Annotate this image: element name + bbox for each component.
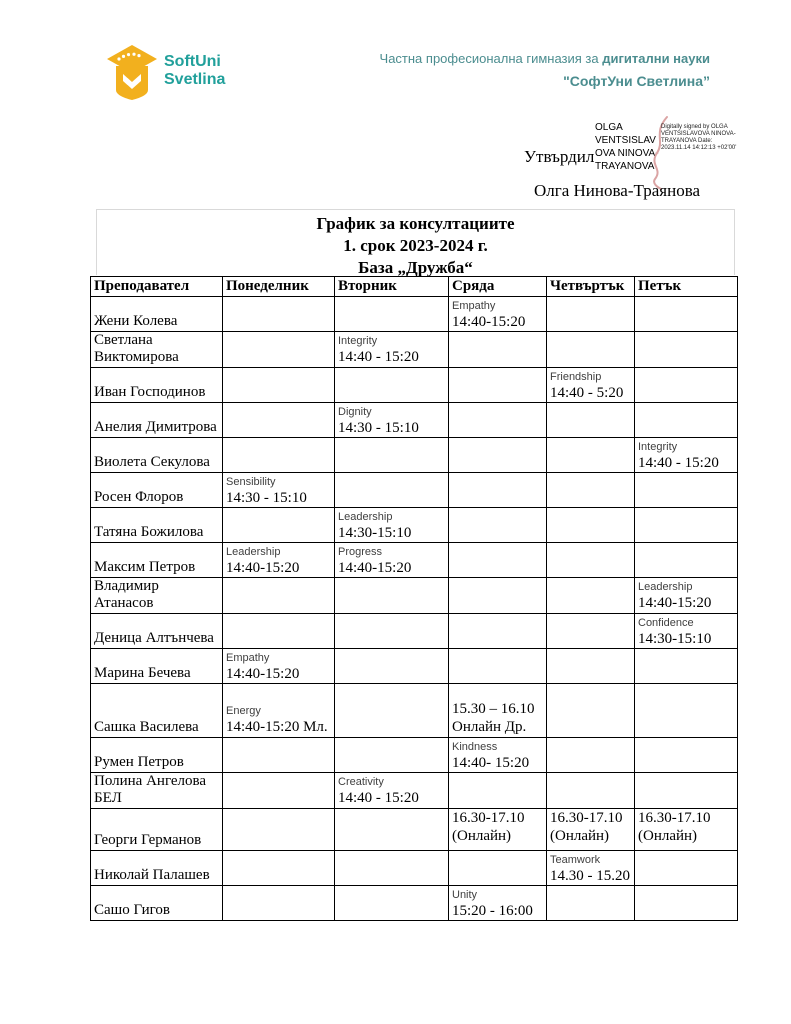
schedule-cell <box>635 738 738 773</box>
time-slot: (Онлайн) <box>452 828 512 844</box>
time-slot: 14.30 - 15.20 <box>550 868 630 884</box>
time-slot: 14:30 - 15:10 <box>226 490 307 506</box>
schedule-cell <box>449 403 547 438</box>
schedule-title-line3: База „Дружба“ <box>358 258 473 277</box>
time-slot: 14:30 - 15:10 <box>338 420 419 436</box>
approval-label: Утвърдил <box>524 147 595 166</box>
schedule-cell <box>547 851 635 886</box>
school-header-line1-normal: Частна професионална гимназия за <box>379 51 603 66</box>
table-row <box>91 297 738 332</box>
teacher-name: Максим Петров <box>91 543 223 578</box>
schedule-cell <box>449 332 547 368</box>
schedule-cell <box>335 438 449 473</box>
subject-label: Dignity <box>338 406 372 418</box>
schedule-cell <box>635 809 738 851</box>
subject-label: Kindness <box>452 741 498 753</box>
time-slot: 14:40 - 5:20 <box>550 385 624 401</box>
teacher-name: Татяна Божилова <box>91 508 223 543</box>
table-row <box>91 403 738 438</box>
table-row <box>91 368 738 403</box>
schedule-cell <box>223 649 335 684</box>
subject-label: Empathy <box>226 652 270 664</box>
teacher-name: Деница Алтънчева <box>91 614 223 649</box>
schedule-cell <box>223 332 335 368</box>
time-slot: 14:40-15:20 <box>226 560 300 576</box>
schedule-title-line2: 1. срок 2023-2024 г. <box>343 236 488 255</box>
subject-label: Leadership <box>338 511 393 523</box>
schedule-cell <box>449 851 547 886</box>
schedule-cell <box>449 543 547 578</box>
subject-label: Unity <box>452 889 478 901</box>
schedule-cell <box>547 614 635 649</box>
column-header-wednesday: Сряда <box>449 277 547 297</box>
schedule-cell <box>449 368 547 403</box>
time-slot: 16.30-17.10 <box>638 810 711 826</box>
schedule-cell <box>547 332 635 368</box>
schedule-cell <box>635 508 738 543</box>
schedule-cell <box>223 684 335 738</box>
schedule-cell <box>223 614 335 649</box>
column-header-thursday: Четвъртък <box>547 277 635 297</box>
schedule-cell <box>449 738 547 773</box>
schedule-cell <box>449 886 547 921</box>
school-header-line2: "СофтУни Светлина” <box>563 73 710 89</box>
schedule-cell <box>635 614 738 649</box>
schedule-cell <box>335 297 449 332</box>
schedule-cell <box>635 473 738 508</box>
time-slot: 14:40- 15:20 <box>452 755 530 771</box>
column-header-teacher: Преподавател <box>91 277 223 297</box>
schedule-cell <box>635 403 738 438</box>
table-row <box>91 543 738 578</box>
consultation-schedule-table <box>90 276 738 921</box>
schedule-cell <box>635 578 738 614</box>
column-header-tuesday: Вторник <box>335 277 449 297</box>
table-row <box>91 809 738 851</box>
teacher-name: Виолета Секулова <box>91 438 223 473</box>
subject-label: Integrity <box>338 335 378 347</box>
teacher-name: Жени Колева <box>91 297 223 332</box>
schedule-cell <box>635 851 738 886</box>
schedule-cell <box>335 508 449 543</box>
softuni-svetlina-logo-icon <box>106 44 158 102</box>
table-row <box>91 438 738 473</box>
table-row <box>91 473 738 508</box>
time-slot: 14:40-15:20 <box>338 560 412 576</box>
subject-label: Leadership <box>638 581 693 593</box>
schedule-cell <box>547 297 635 332</box>
table-row <box>91 851 738 886</box>
table-row <box>91 578 738 614</box>
schedule-cell <box>635 886 738 921</box>
time-slot: 14:40-15:20 <box>638 595 712 611</box>
time-slot: 14:30-15:10 <box>638 631 712 647</box>
schedule-cell <box>547 809 635 851</box>
schedule-cell <box>223 508 335 543</box>
table-row <box>91 773 738 809</box>
schedule-cell <box>223 403 335 438</box>
schedule-cell <box>547 578 635 614</box>
schedule-cell <box>635 773 738 809</box>
time-slot: 14:40-15:20 Мл. <box>226 719 328 735</box>
table-row <box>91 684 738 738</box>
teacher-name: Росен Флоров <box>91 473 223 508</box>
schedule-cell <box>635 297 738 332</box>
schedule-cell <box>547 649 635 684</box>
schedule-cell <box>547 773 635 809</box>
schedule-cell <box>635 438 738 473</box>
column-header-monday: Понеделник <box>223 277 335 297</box>
schedule-cell <box>335 578 449 614</box>
time-slot: (Онлайн) <box>638 828 698 844</box>
schedule-cell <box>223 578 335 614</box>
time-slot: 14:30-15:10 <box>338 525 412 541</box>
signer-name: Олга Нинова-Траянова <box>534 181 701 200</box>
schedule-cell <box>635 543 738 578</box>
subject-label: Progress <box>338 546 383 558</box>
subject-label: Confidence <box>638 617 694 629</box>
table-row <box>91 614 738 649</box>
teacher-name: Николай Палашев <box>91 851 223 886</box>
time-slot: 15.30 – 16.10 <box>452 701 535 717</box>
schedule-cell <box>335 738 449 773</box>
schedule-cell <box>223 473 335 508</box>
table-row <box>91 738 738 773</box>
teacher-name: Сашо Гигов <box>91 886 223 921</box>
teacher-name: Полина Ангелова БЕЛ <box>91 773 223 809</box>
schedule-cell <box>547 508 635 543</box>
table-row <box>91 886 738 921</box>
schedule-cell <box>547 543 635 578</box>
schedule-cell <box>449 578 547 614</box>
teacher-name: Анелия Димитрова <box>91 403 223 438</box>
schedule-cell <box>547 738 635 773</box>
school-header <box>380 47 710 93</box>
schedule-cell <box>223 738 335 773</box>
time-slot: 16.30-17.10 <box>550 810 623 826</box>
time-slot: 14:40 - 15:20 <box>338 349 419 365</box>
schedule-cell <box>449 508 547 543</box>
teacher-name: Владимир Атанасов <box>91 578 223 614</box>
subject-label: Teamwork <box>550 854 601 866</box>
schedule-cell <box>223 809 335 851</box>
schedule-cell <box>335 543 449 578</box>
schedule-cell <box>449 809 547 851</box>
teacher-name: Марина Бечева <box>91 649 223 684</box>
subject-label: Leadership <box>226 546 281 558</box>
schedule-cell <box>335 851 449 886</box>
schedule-cell <box>547 403 635 438</box>
schedule-cell <box>335 809 449 851</box>
teacher-name: Георги Германов <box>91 809 223 851</box>
schedule-cell <box>223 368 335 403</box>
subject-label: Friendship <box>550 371 602 383</box>
schedule-cell <box>335 332 449 368</box>
schedule-cell <box>449 773 547 809</box>
subject-label: Sensibility <box>226 476 276 488</box>
schedule-cell <box>335 886 449 921</box>
time-slot: Онлайн Др. <box>452 719 527 735</box>
schedule-cell <box>449 684 547 738</box>
column-header-friday: Петък <box>635 277 738 297</box>
time-slot: 14:40-15:20 <box>226 666 300 682</box>
schedule-cell <box>449 649 547 684</box>
schedule-cell <box>335 368 449 403</box>
time-slot: 14:40 - 15:20 <box>338 790 419 806</box>
schedule-cell <box>335 473 449 508</box>
schedule-cell <box>547 368 635 403</box>
schedule-cell <box>449 473 547 508</box>
time-slot: 14:40 - 15:20 <box>638 455 719 471</box>
brand-line2: Svetlina <box>164 71 226 88</box>
schedule-cell <box>335 403 449 438</box>
time-slot: 14:40-15:20 <box>452 314 526 330</box>
schedule-cell <box>635 684 738 738</box>
signer-name-caps: OLGA VENTSISLAVOVA NINOVA-TRAYANOVA <box>595 122 659 172</box>
schedule-cell <box>449 438 547 473</box>
header-row <box>91 277 738 297</box>
schedule-cell <box>223 297 335 332</box>
digital-signature-note: Digitally signed by OLGA VENTSISLAVOVA NINOVA-TRAYANOVA Date: 2023.11.14 14:12:13 +02'00' <box>661 124 737 151</box>
schedule-title <box>96 209 735 275</box>
table-row <box>91 332 738 368</box>
schedule-cell <box>449 297 547 332</box>
schedule-title-line1: График за консултациите <box>316 214 515 233</box>
brand-line1: SoftUni <box>164 53 221 70</box>
teacher-name: Светлана Виктомирова <box>91 332 223 368</box>
teacher-name: Иван Господинов <box>91 368 223 403</box>
schedule-cell <box>335 684 449 738</box>
table-row <box>91 649 738 684</box>
schedule-cell <box>335 614 449 649</box>
subject-label: Energy <box>226 705 261 717</box>
schedule-cell <box>335 773 449 809</box>
schedule-cell <box>635 649 738 684</box>
schedule-cell <box>547 684 635 738</box>
teacher-name: Сашка Василева <box>91 684 223 738</box>
time-slot: (Онлайн) <box>550 828 610 844</box>
schedule-cell <box>449 614 547 649</box>
schedule-cell <box>223 438 335 473</box>
schedule-cell <box>547 438 635 473</box>
schedule-cell <box>635 368 738 403</box>
school-header-line1 <box>380 47 710 70</box>
subject-label: Empathy <box>452 300 496 312</box>
schedule-cell <box>223 851 335 886</box>
schedule-cell <box>635 332 738 368</box>
subject-label: Creativity <box>338 776 384 788</box>
schedule-cell <box>335 649 449 684</box>
subject-label: Integrity <box>638 441 678 453</box>
schedule-cell <box>223 773 335 809</box>
schedule-cell <box>547 473 635 508</box>
teacher-name: Румен Петров <box>91 738 223 773</box>
brand-wordmark <box>164 53 225 89</box>
schedule-cell <box>223 543 335 578</box>
schedule-cell <box>547 886 635 921</box>
schedule-cell <box>223 886 335 921</box>
time-slot: 16.30-17.10 <box>452 810 525 826</box>
table-row <box>91 508 738 543</box>
school-header-line1-bold: дигитални науки <box>602 51 710 66</box>
time-slot: 15:20 - 16:00 <box>452 903 533 919</box>
